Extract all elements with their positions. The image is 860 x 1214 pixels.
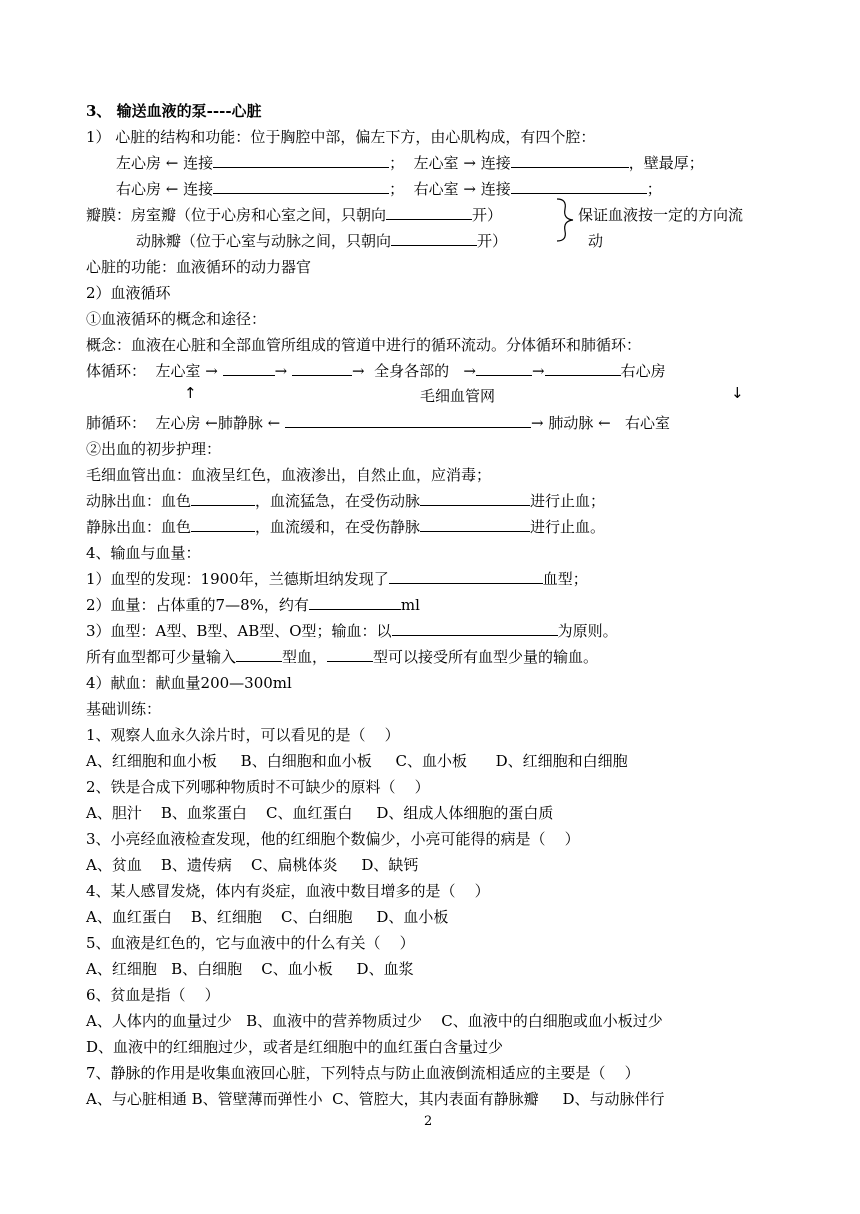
valve-note-2: 动	[588, 232, 604, 250]
question-3: 3、小亮经血液检查发现，他的红细胞个数偏少，小亮可能得的病是（ ）	[86, 830, 580, 848]
heart-structure-line: 1） 心脏的结构和功能：位于胸腔中部，偏左下方，由心肌构成，有四个腔：	[86, 128, 596, 146]
heart-function-line: 心脏的功能：血液循环的动力器官	[86, 258, 312, 276]
blood-volume-line: 2）血量：占体重的7—8%，约有 ml	[86, 596, 420, 614]
valve-note-1: 保证血液按一定的方向流	[578, 206, 744, 224]
venous-bleeding-line: 静脉出血：血色 ，血流缓和，在受伤静脉 进行止血。	[86, 518, 606, 536]
question-6: 6、贫血是指（ ）	[86, 986, 220, 1004]
curly-brace	[555, 197, 577, 243]
valve-line-2: 动脉瓣（位于心室与动脉之间，只朝向 开）	[136, 232, 508, 250]
page-number: 2	[424, 1114, 433, 1129]
valve-line-1: 瓣膜：房室瓣（位于心房和心室之间，只朝向 开）	[86, 206, 503, 224]
question-3-options: A、贫血 B、遗传病 C、扁桃体炎 D、缺钙	[86, 856, 419, 874]
question-1: 1、观察人血永久涂片时，可以看见的是（ ）	[86, 726, 400, 744]
question-7-options: A、与心脏相通 B、管壁薄而弹性小 C、管腔大，其内表面有静脉瓣 D、与动脉伴行	[86, 1090, 665, 1108]
left-chambers-line: 左心房 ← 连接 ； 左心室 → 连接 ，壁最厚；	[116, 154, 704, 172]
question-5-options: A、红细胞 B、白细胞 C、血小板 D、血浆	[86, 960, 414, 978]
blood-type-discovery-line: 1）血型的发现：1900年，兰德斯坦纳发现了 血型；	[86, 570, 588, 588]
capillary-bleeding-line: 毛细血管出血：血液呈红色，血液渗出，自然止血，应消毒；	[86, 466, 492, 484]
exercise-heading: 基础训练：	[86, 700, 162, 718]
circulation-heading: 2）血液循环	[86, 284, 171, 302]
blood-type-principle-line: 3）血型：A型、B型、AB型、O型；输血：以 为原则。	[86, 622, 618, 640]
arterial-bleeding-line: 动脉出血：血色 ，血流猛急，在受伤动脉 进行止血；	[86, 492, 606, 510]
question-5: 5、血液是红色的，它与血液中的什么有关（ ）	[86, 934, 415, 952]
blood-donation-line: 4）献血：献血量200—300ml	[86, 674, 292, 692]
right-chambers-line: 右心房 ← 连接 ； 右心室 → 连接 ；	[116, 180, 662, 198]
question-4: 4、某人感冒发烧，体内有炎症，血液中数目增多的是（ ）	[86, 882, 490, 900]
pulmonary-circulation-line: 肺循环： 左心房 ←肺静脉 ← → 肺动脉 ← 右心室	[86, 414, 670, 432]
down-arrow-icon: ↓	[731, 384, 744, 402]
capillary-network-label: 毛细血管网	[420, 387, 496, 405]
question-1-options: A、红细胞和血小板 B、白细胞和血小板 C、血小板 D、红细胞和白细胞	[86, 752, 628, 770]
circulation-concept-heading: ①血液循环的概念和途径：	[86, 310, 267, 328]
question-2-options: A、胆汁 B、血浆蛋白 C、血红蛋白 D、组成人体细胞的蛋白质	[86, 804, 554, 822]
question-6-options-b: D、血液中的红细胞过少，或者是红细胞中的血红蛋白含量过少	[86, 1038, 504, 1056]
up-arrow-icon: ↑	[184, 384, 197, 402]
circulation-concept-line: 概念：血液在心脏和全部血管所组成的管道中进行的循环流动。分体循环和肺循环：	[86, 336, 642, 354]
question-2: 2、铁是合成下列哪种物质时不可缺少的原料（ ）	[86, 778, 430, 796]
systemic-circulation-line: 体循环： 左心室 → → → 全身各部的 → → 右心房	[86, 362, 666, 380]
question-4-options: A、血红蛋白 B、红细胞 C、白细胞 D、血小板	[86, 908, 449, 926]
question-6-options-a: A、人体内的血量过少 B、血液中的营养物质过少 C、血液中的白细胞或血小板过少	[86, 1012, 663, 1030]
section-heading-heart: 3、 输送血液的泵----心脏	[86, 102, 262, 120]
universal-donor-line: 所有血型都可少量输入 型血， 型可以接受所有血型少量的输血。	[86, 648, 599, 666]
question-7: 7、静脉的作用是收集血液回心脏，下列特点与防止血液倒流相适应的主要是（ ）	[86, 1064, 640, 1082]
transfusion-heading: 4、输血与血量：	[86, 544, 201, 562]
bleeding-care-heading: ②出血的初步护理：	[86, 440, 222, 458]
